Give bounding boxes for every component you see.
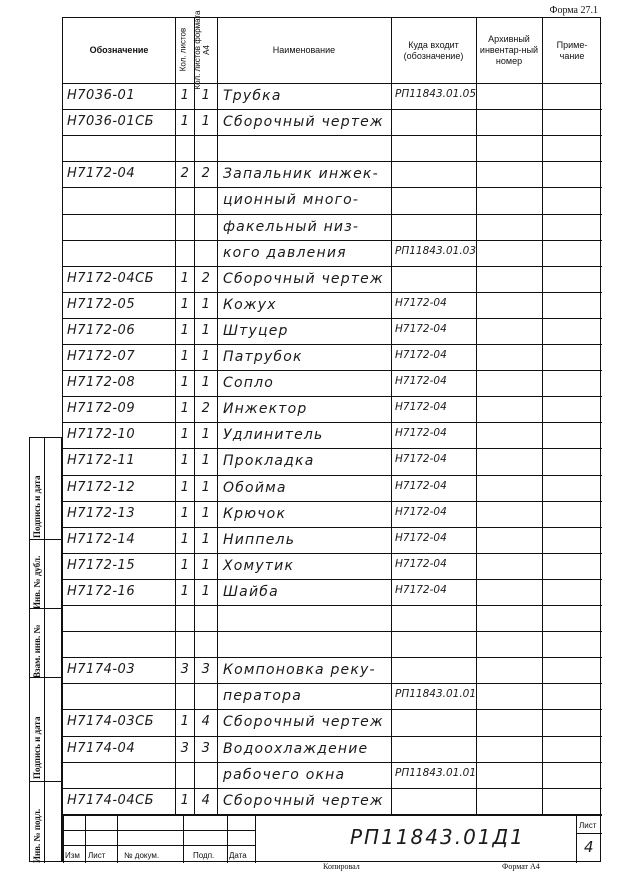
row-sheets: 1: [180, 792, 190, 808]
row-divider: [63, 762, 602, 763]
row-a4-sheets: 4: [201, 714, 211, 730]
side-label-replacement-inv: Взам. инв. №: [32, 624, 42, 678]
row-name: Сборочный чертеж: [223, 114, 384, 131]
row-a4-sheets: 1: [201, 88, 211, 103]
title-block-top: [63, 815, 602, 816]
row-a4-sheets: 2: [201, 166, 211, 182]
row-sheets: 1: [180, 270, 190, 286]
row-where-used: Н7172-04: [395, 296, 447, 309]
row-designation: Н7172-04СБ: [67, 270, 155, 286]
row-divider: [63, 344, 602, 345]
side-label-duplicate-inv: Инв. № дубл.: [32, 555, 42, 609]
side-label-original-inv: Инв. № подл.: [32, 808, 42, 863]
row-designation: Н7172-15: [67, 557, 136, 573]
row-where-used: РП11843.01.05: [395, 88, 477, 100]
row-divider: [63, 788, 602, 789]
row-where-used: Н7172-04: [395, 375, 447, 388]
format-label: Формат А4: [502, 862, 540, 871]
row-divider: [63, 579, 602, 580]
col-divider: [217, 18, 218, 815]
row-divider: [63, 370, 602, 371]
header-sheets: Кол. листов: [178, 27, 188, 72]
row-name: факельный низ-: [223, 218, 360, 235]
row-divider: [63, 266, 602, 267]
row-name: рабочего окна: [223, 766, 346, 783]
row-name: Штуцер: [223, 322, 289, 339]
row-name: Инжектор: [223, 401, 308, 418]
row-name: Хомутик: [223, 557, 295, 574]
row-divider: [63, 318, 602, 319]
row-a4-sheets: 1: [201, 322, 211, 338]
tb-col-sheet: Лист: [88, 851, 106, 860]
row-where-used: Н7172-04: [395, 531, 447, 544]
row-designation: Н7172-16: [67, 583, 136, 599]
row-where-used: Н7172-04: [395, 401, 447, 414]
row-divider: [63, 135, 602, 136]
row-sheets: 3: [180, 740, 190, 756]
header-name: Наименование: [272, 45, 336, 55]
tb-col-signature: Подп.: [193, 851, 215, 860]
col-divider: [175, 18, 176, 815]
row-a4-sheets: 1: [201, 427, 211, 443]
row-name: Сборочный чертеж: [223, 714, 384, 731]
row-divider: [63, 527, 602, 528]
side-label-signature-date: Подпись и дата: [32, 475, 42, 538]
row-designation: Н7172-14: [67, 531, 136, 547]
row-where-used: Н7172-04: [395, 479, 447, 492]
row-designation: Н7174-03СБ: [67, 714, 155, 730]
row-designation: Н7172-06: [67, 322, 136, 338]
document-code: РП11843.01Д1: [350, 825, 525, 849]
row-name: Запальник инжек-: [223, 166, 379, 183]
row-name: ператора: [223, 688, 303, 705]
row-a4-sheets: 1: [201, 505, 211, 521]
row-name: Кожух: [223, 296, 277, 313]
row-sheets: 1: [180, 375, 190, 391]
row-a4-sheets: 1: [201, 375, 211, 391]
row-sheets: 1: [180, 114, 190, 130]
row-a4-sheets: 1: [201, 349, 211, 364]
row-divider: [63, 709, 602, 710]
row-divider: [63, 657, 602, 658]
row-designation: Н7174-04СБ: [67, 792, 155, 808]
row-a4-sheets: 2: [201, 270, 211, 286]
row-designation: Н7172-09: [67, 401, 136, 417]
row-sheets: 2: [180, 166, 190, 182]
header-where-used: Куда входит (обозначение): [403, 39, 464, 61]
tb-divider: [255, 815, 256, 863]
side-label-signature-date-2: Подпись и дата: [32, 716, 42, 779]
row-divider: [63, 161, 602, 162]
row-where-used: Н7172-04: [395, 349, 447, 361]
tb-col-doc-number: № докум.: [124, 851, 160, 860]
sheet-label: Лист: [579, 821, 597, 830]
row-sheets: 1: [180, 401, 190, 417]
tb-line: [576, 833, 602, 834]
row-name: ционный много-: [223, 192, 360, 209]
row-where-used: Н7172-04: [395, 427, 447, 440]
row-a4-sheets: 3: [201, 662, 211, 678]
row-sheets: 1: [180, 714, 190, 730]
row-name: Патрубок: [223, 349, 303, 365]
row-name: кого давления: [223, 244, 347, 261]
row-sheets: 1: [180, 427, 190, 443]
row-sheets: 1: [180, 296, 190, 312]
col-divider: [194, 18, 195, 815]
row-designation: Н7036-01: [67, 88, 136, 103]
row-sheets: 1: [180, 349, 190, 364]
row-sheets: 1: [180, 505, 190, 521]
sheet-number: 4: [584, 838, 595, 856]
row-name: Удлинитель: [223, 427, 324, 444]
row-divider: [63, 553, 602, 554]
row-a4-sheets: 1: [201, 114, 211, 130]
row-name: Ниппель: [223, 531, 296, 548]
binding-strip: [29, 437, 62, 862]
row-a4-sheets: 3: [201, 740, 211, 756]
row-designation: Н7172-05: [67, 296, 136, 312]
row-where-used: РП11843.01.01: [395, 688, 477, 701]
row-name: Обойма: [223, 479, 287, 496]
row-a4-sheets: 1: [201, 531, 211, 547]
row-divider: [63, 501, 602, 502]
row-name: Сборочный чертеж: [223, 270, 384, 287]
tb-col-change: Изм: [65, 851, 80, 860]
row-divider: [63, 422, 602, 423]
header-note: Приме-чание: [556, 39, 588, 61]
row-divider: [63, 240, 602, 241]
tb-divider: [85, 815, 86, 863]
row-a4-sheets: 2: [201, 401, 211, 417]
tb-divider: [183, 815, 184, 863]
row-name: Сборочный чертеж: [223, 792, 384, 809]
row-sheets: 1: [180, 322, 190, 338]
row-a4-sheets: 4: [201, 792, 211, 808]
row-sheets: 1: [180, 531, 190, 547]
row-where-used: РП11843.01.01: [395, 766, 477, 779]
row-name: Крючок: [223, 505, 287, 522]
tb-divider: [227, 815, 228, 863]
col-divider: [542, 18, 543, 815]
row-designation: Н7172-13: [67, 505, 136, 521]
col-divider: [476, 18, 477, 815]
form-label: Форма 27.1: [549, 5, 598, 16]
copied-label: Копировал: [323, 862, 360, 871]
row-sheets: 1: [180, 88, 190, 103]
tb-col-date: Дата: [229, 851, 247, 860]
row-designation: Н7172-12: [67, 479, 136, 495]
row-designation: Н7174-03: [67, 662, 136, 678]
row-designation: Н7172-04: [67, 166, 136, 182]
strip-divider: [44, 438, 45, 863]
header-a4-sheets: Кол. листов формата А4: [193, 10, 211, 90]
row-a4-sheets: 1: [201, 583, 211, 599]
row-divider: [63, 214, 602, 215]
row-divider: [63, 683, 602, 684]
row-where-used: Н7172-04: [395, 557, 447, 570]
row-designation: Н7174-04: [67, 740, 136, 756]
row-a4-sheets: 1: [201, 557, 211, 573]
row-designation: Н7172-10: [67, 427, 136, 443]
row-divider: [63, 631, 602, 632]
row-divider: [63, 475, 602, 476]
row-sheets: 1: [180, 557, 190, 573]
row-divider: [63, 448, 602, 449]
row-sheets: 1: [180, 453, 190, 469]
row-designation: Н7172-08: [67, 375, 136, 391]
row-name: Компоновка реку-: [223, 662, 376, 679]
tb-divider: [576, 815, 577, 863]
row-name: Трубка: [223, 88, 282, 104]
row-sheets: 1: [180, 583, 190, 599]
row-a4-sheets: 1: [201, 479, 211, 495]
row-divider: [63, 736, 602, 737]
row-where-used: Н7172-04: [395, 583, 447, 596]
header-divider: [63, 83, 602, 84]
row-divider: [63, 396, 602, 397]
row-designation: Н7036-01СБ: [67, 114, 155, 130]
row-divider: [63, 187, 602, 188]
row-divider: [63, 292, 602, 293]
row-where-used: РП11843.01.03: [395, 244, 477, 257]
row-name: Прокладка: [223, 453, 315, 470]
row-a4-sheets: 1: [201, 296, 211, 312]
row-where-used: Н7172-04: [395, 505, 447, 518]
row-divider: [63, 605, 602, 606]
header-designation: Обозначение: [89, 45, 149, 55]
col-divider: [391, 18, 392, 815]
row-where-used: Н7172-04: [395, 322, 447, 335]
row-a4-sheets: 1: [201, 453, 211, 469]
row-name: Водоохлаждение: [223, 740, 369, 757]
tb-divider: [63, 815, 64, 863]
row-sheets: 1: [180, 479, 190, 495]
row-designation: Н7172-11: [67, 453, 136, 469]
row-name: Сопло: [223, 375, 275, 392]
row-name: Шайба: [223, 583, 279, 600]
row-where-used: Н7172-04: [395, 453, 447, 466]
row-sheets: 3: [180, 662, 190, 678]
row-designation: Н7172-07: [67, 349, 136, 364]
tb-divider: [117, 815, 118, 863]
header-archive-number: Архивный инвентар-ный номер: [479, 34, 539, 66]
row-divider: [63, 109, 602, 110]
